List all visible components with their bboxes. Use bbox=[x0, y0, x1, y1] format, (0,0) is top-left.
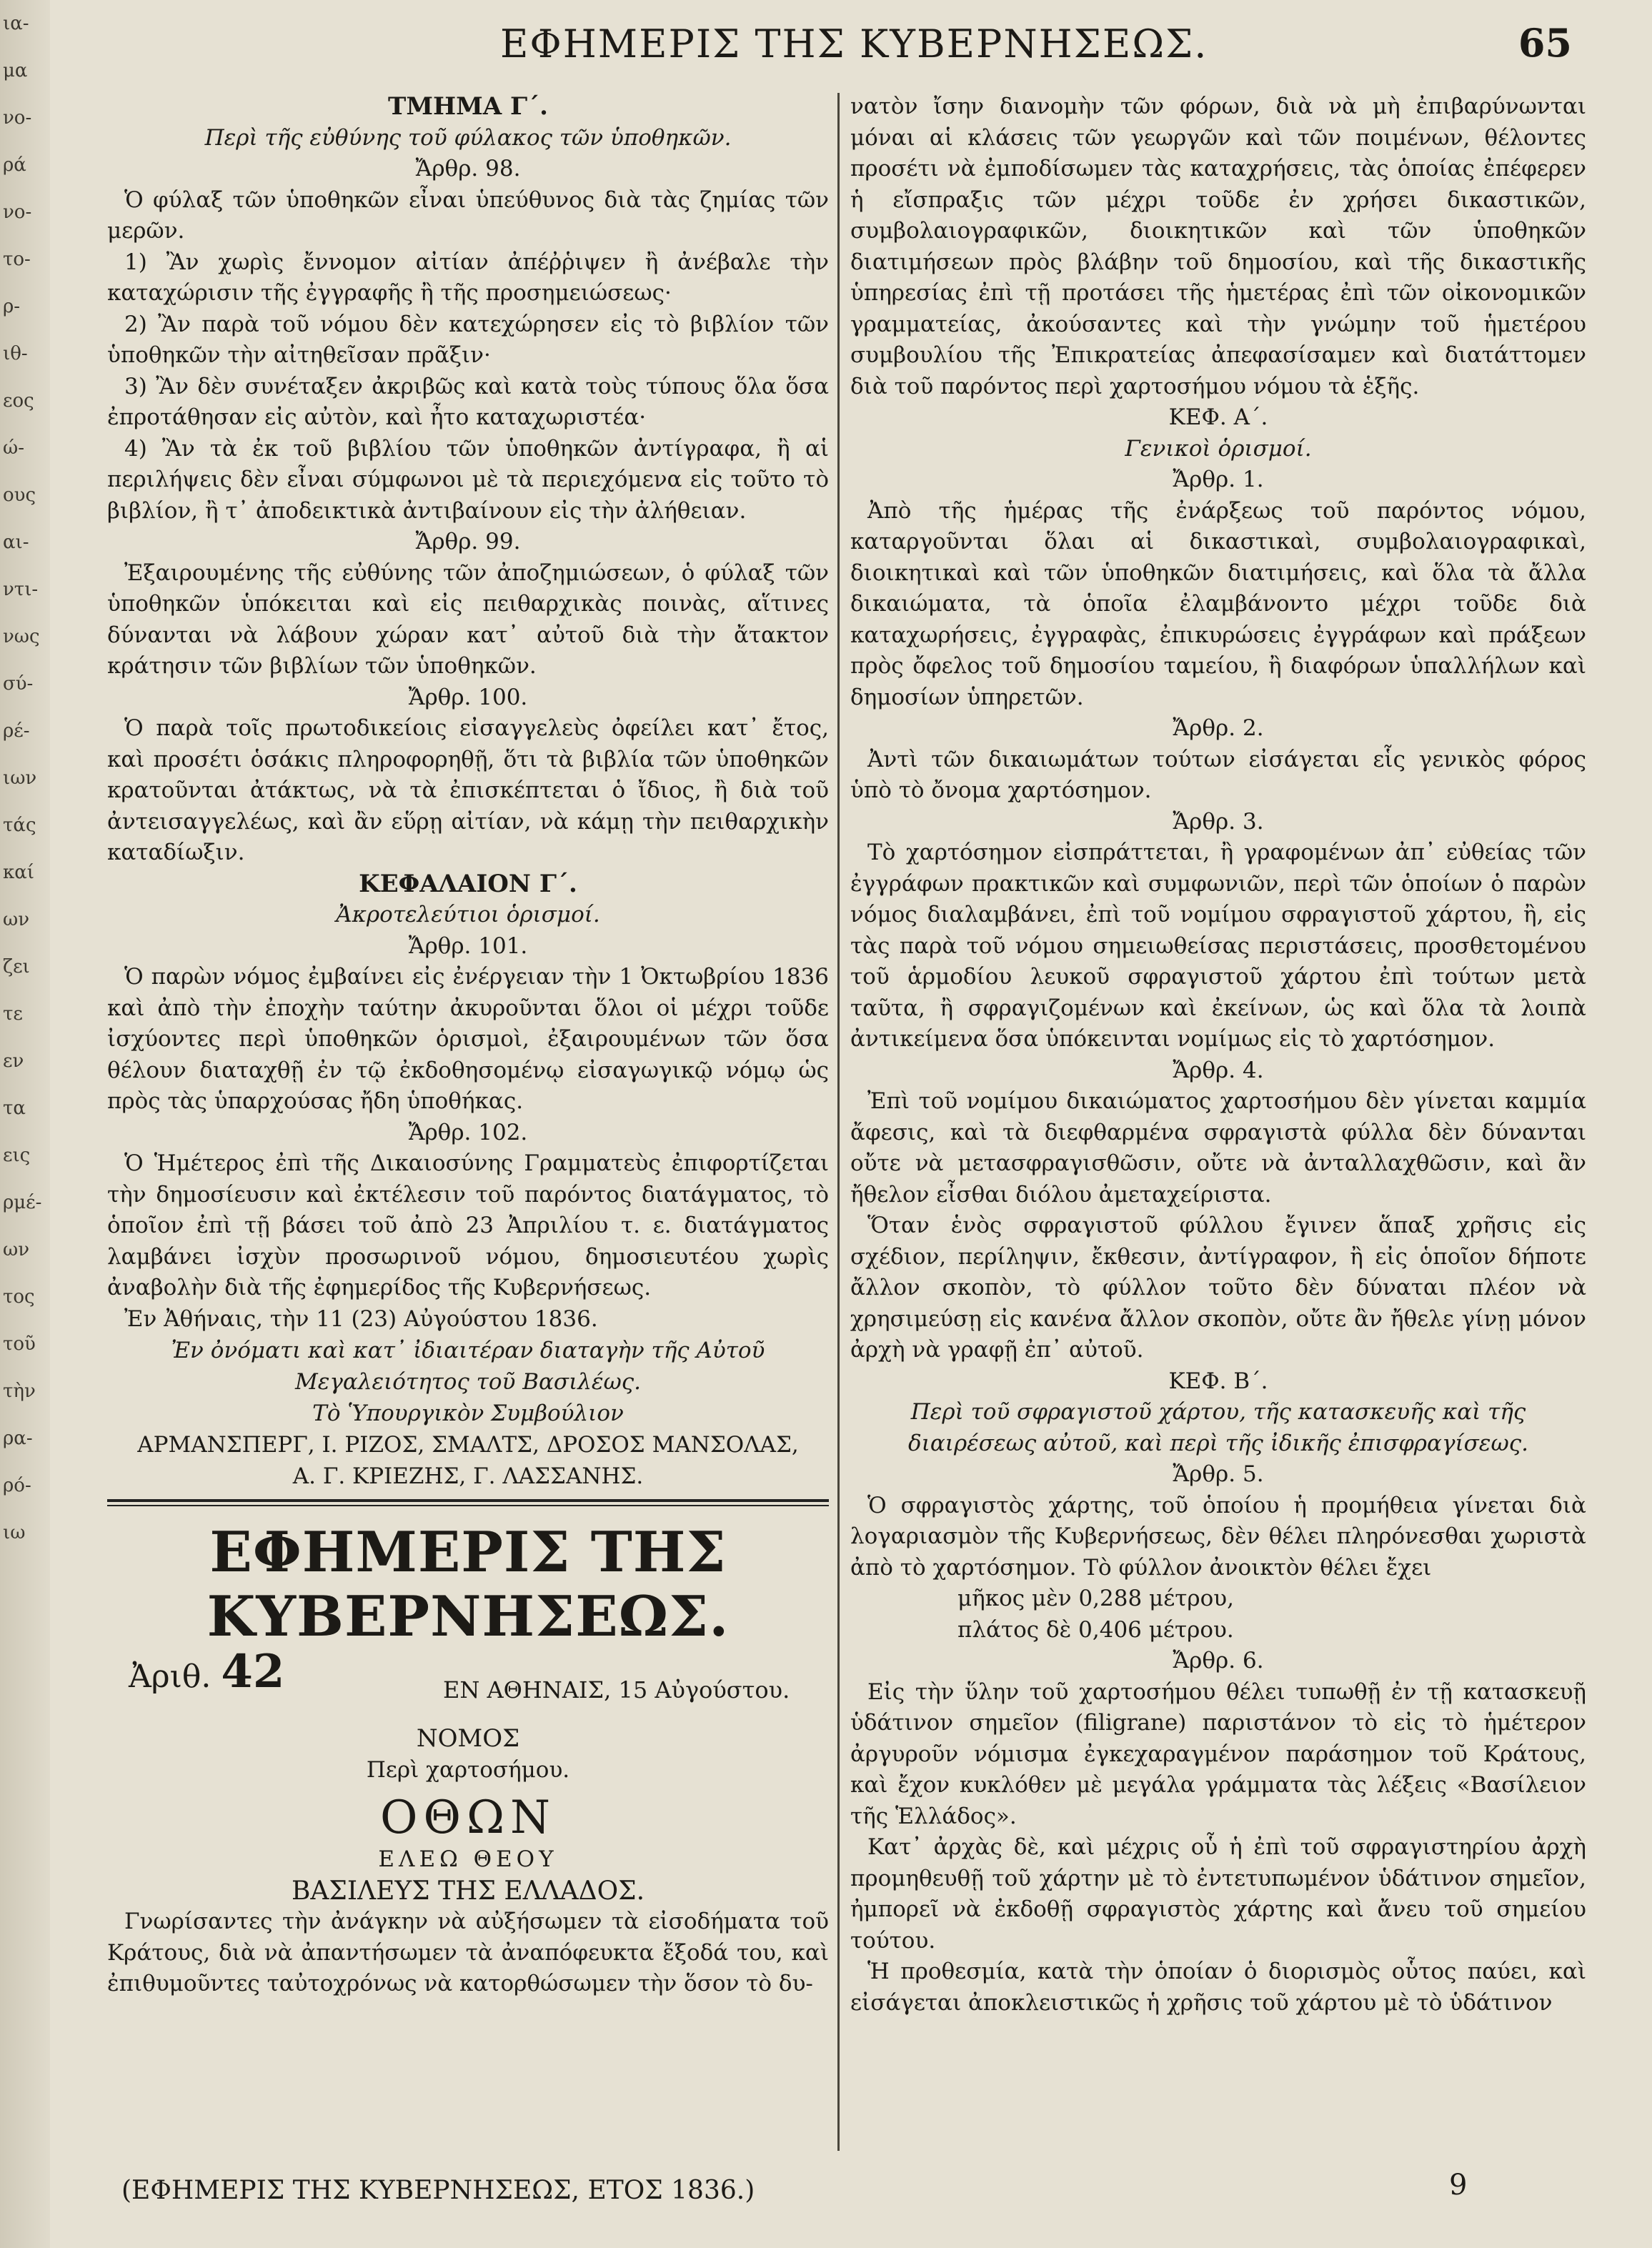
article-text: Ἡ προθεσμία, κατὰ τὴν ὁποίαν ὁ διορισμὸς οὗτος παύει, καὶ εἰσάγεται ἀποκλειστικῶς ἡ χρῆσις τοῦ χάρτου μὲ τὸ ὑδάτινον bbox=[850, 1959, 1586, 2016]
law-subject: Περὶ χαρτοσήμου. bbox=[366, 1756, 570, 1783]
margin-fragment: ια- bbox=[3, 13, 29, 34]
king-title: ΒΑΣΙΛΕΥΣ ΤΗΣ ΕΛΛΑΔΟΣ. bbox=[291, 1876, 645, 1906]
article-text: Ὁ παρὰ τοῖς πρωτοδικείοις εἰσαγγελεὺς ὀφείλει κατ᾽ ἔτος, καὶ προσέτι ὁσάκις πληροφορηθῇ, ὅτι τὰ βιβλία τῶν ὑποθηκῶν κρατοῦνται ἀτάκτως, νὰ τὰ ἐπισκέπτεται ὁ ἴδιος, ἢ διὰ τοῦ ἀντεισαγγελέως, καὶ ἂν εὕρῃ αἰτίαν, νὰ κάμῃ τὴν πειθαρχικὴν καταδίωξιν. bbox=[107, 715, 829, 865]
margin-fragment: νο- bbox=[3, 107, 32, 129]
margin-fragment: αι- bbox=[3, 532, 29, 553]
grace-of-god: ΕΛΕΩ ΘΕΟΥ bbox=[378, 1846, 558, 1872]
margin-fragment: τε bbox=[3, 1003, 23, 1025]
article-text: Ὅταν ἑνὸς σφραγιστοῦ φύλλου ἔγινεν ἅπαξ χρῆσις εἰς σχέδιον, περίληψιν, ἔκθεσιν, ἀντίγραφον, ἢ εἰς ὁποῖον δήποτε ἄλλον σκοπὸν, τὸ φύλλον τοῦτο δὲν δύναται πλέον νὰ χρησιμεύσῃ εἰς κανένα ἄλλον σκοπὸν, οὔτε ἂν ἤθελε γίνῃ μόνον ἀρχὴ νὰ γραφῇ ἐπ᾽ αὐτοῦ. bbox=[850, 1213, 1586, 1363]
article-label: Ἄρθρ. 4. bbox=[1173, 1057, 1264, 1083]
preamble-text: Γνωρίσαντες τὴν ἀνάγκην νὰ αὐξήσωμεν τὰ εἰσοδήματα τοῦ Κράτους, διὰ νὰ ἀπαντήσωμεν τὰ ἀναπόφευκτα ἔξοδά του, καὶ ἐπιθυμοῦντες ταὐτοχρόνως νὰ κατορθώσωμεν τὴν ὅσον τὸ δυ- bbox=[107, 1909, 829, 1996]
article-text: 4) Ἂν τὰ ἐκ τοῦ βιβλίου τῶν ὑποθηκῶν ἀντίγραφα, ἢ αἱ περιλήψεις δὲν εἶναι σύμφωνοι μὲ τὰ περιεχόμενα εἰς τοῦτο τὸ βιβλίον, ἢ τ᾽ ἀποδεικτικὰ ἀντιβαίνουν εἰς τὴν ἀλήθειαν. bbox=[107, 435, 829, 524]
article-text: Ὁ Ἡμέτερος ἐπὶ τῆς Δικαιοσύνης Γραμματεὺς ἐπιφορτίζεται τὴν δημοσίευσιν καὶ ἐκτέλεσιν τοῦ παρόντος διατάγματος, τὸ ὁποῖον ἐπὶ τῇ βάσει τοῦ ἀπὸ 23 Ἀπριλίου τ. ε. διατάγματος λαμβάνει ἰσχὺν προσωρινοῦ νόμου, δημοσιευτέου χωρὶς ἀναβολὴν διὰ τῆς ἐφημερίδος τῆς Κυβερνήσεως. bbox=[107, 1150, 829, 1300]
margin-fragment: τάς bbox=[3, 815, 36, 836]
preamble-continued: νατὸν ἴσην διανομὴν τῶν φόρων, διὰ νὰ μὴ ἐπιβαρύνωνται μόναι αἱ κλάσεις τῶν γεωργῶν καὶ τῶν ποιμένων, θέλοντες προσέτι νὰ ἐμποδίσωμεν τὰς καταχρήσεις, τὰς ὁποίας ἐπέφερεν ἡ εἴσπραξις τῶν μέχρι τοῦδε ἐν χρήσει δικαστικῶν, συμβολαιογραφικῶν, διοικητικῶν καὶ τῶν ὑποθηκῶν διατιμήσεων πρὸς βλάβην τοῦ δημοσίου, καὶ τῆς δικαστικῆς ὑπηρεσίας ἐπὶ τῇ προτάσει τῆς ἡμετέρας ἐπὶ τῶν οἰκονομικῶν γραμματείας, ἀκούσαντες καὶ τὴν γνώμην τοῦ ἡμετέρου συμβουλίου τῆς Ἐπικρατείας ἀπεφασίσαμεν καὶ διατάττομεν διὰ τοῦ παρόντος περὶ χαρτοσήμου νόμου τὰ ἑξῆς. bbox=[850, 94, 1586, 399]
article-label: Ἄρθρ. 101. bbox=[408, 932, 528, 959]
issue-line bbox=[107, 1645, 829, 1714]
margin-fragment: τα bbox=[3, 1098, 26, 1119]
article-label: Ἄρθρ. 2. bbox=[1173, 715, 1264, 741]
dateline: Ἐν Ἀθήναις, τὴν 11 (23) Αὐγούστου 1836. bbox=[124, 1305, 598, 1332]
chapter-title: ΚΕΦ. Α΄. bbox=[1168, 404, 1268, 430]
council-line: Τὸ Ὑπουργικὸν Συμβούλιον bbox=[312, 1401, 624, 1426]
margin-fragment: ρμέ- bbox=[3, 1192, 42, 1213]
margin-fragment: σύ- bbox=[3, 673, 34, 695]
article-label: Ἄρθρ. 1. bbox=[1173, 467, 1264, 492]
margin-fragment: ρ- bbox=[3, 296, 21, 317]
article-text: Ὁ σφραγιστὸς χάρτης, τοῦ ὁποίου ἡ προμήθεια γίνεται διὰ λογαριασμὸν τῆς Κυβερνήσεως, δὲν θέλει πληρόνεσθαι χωριστὰ ἀπὸ τὸ χαρτόσημον. Τὸ φύλλον ἀνοικτὸν θέλει ἔχει bbox=[850, 1492, 1586, 1581]
chapter-subtitle: Γενικοὶ ὁρισμοί. bbox=[1125, 435, 1312, 462]
margin-fragment: ρέ- bbox=[3, 720, 30, 742]
margin-fragment: καί bbox=[3, 862, 35, 883]
section-title: ΤΜΗΜΑ Γ΄. bbox=[388, 92, 548, 121]
article-text: 3) Ἂν δὲν συνέταξεν ἀκριβῶς καὶ κατὰ τοὺς τύπους ὅλα ὅσα ἐπροτάθησαν εἰς αὐτὸν, καὶ ἦτο καταχωριστέα· bbox=[107, 373, 829, 430]
chapter-subtitle: Ἀκροτελεύτιοι ὁρισμοί. bbox=[336, 902, 600, 927]
margin-fragment: το- bbox=[3, 249, 31, 270]
margin-fragment: νως bbox=[3, 626, 40, 647]
margin-fragment: ρα- bbox=[3, 1428, 33, 1449]
margin-fragment: τος bbox=[3, 1286, 35, 1308]
column-divider bbox=[837, 93, 840, 2151]
margin-fragment: τοῦ bbox=[3, 1333, 36, 1355]
article-text: Εἰς τὴν ὕλην τοῦ χαρτοσήμου θέλει τυπωθῇ ἐν τῇ κατασκευῇ ὑδάτινον σημεῖον (filigrane) παριστάνον τὸ εἰς τὸ ἡμέτερον ἀργυροῦν νόμισμα ἐγκεχαραγμένον παράσημον τοῦ Κράτους, καὶ ἔχον κυκλόθεν μὲ μεγάλα γράμματα τὰς λέξεις «Βασίλειον τῆς Ἑλλάδος». bbox=[850, 1678, 1586, 1829]
article-label: Ἄρθρ. 99. bbox=[415, 529, 521, 554]
royal-order: Ἐν ὀνόματι καὶ κατ᾽ ἰδιαιτέραν διαταγὴν τῆς Αὐτοῦ bbox=[171, 1338, 765, 1363]
article-text: 1) Ἂν χωρὶς ἔννομον αἰτίαν ἀπέῤῥιψεν ἢ ἀνέβαλε τὴν καταχώρισιν τῆς ἐγγραφῆς ἢ τῆς προσημειώσεως· bbox=[107, 249, 829, 306]
margin-fragment: ους bbox=[3, 484, 36, 506]
article-text: 2) Ἂν παρὰ τοῦ νόμου δὲν κατεχώρησεν εἰς τὸ βιβλίον τῶν ὑποθηκῶν τὴν αἰτηθεῖσαν πρᾶξιν· bbox=[107, 311, 829, 368]
article-text: Ἐξαιρουμένης τῆς εὐθύνης τῶν ἀποζημιώσεων, ὁ φύλαξ τῶν ὑποθηκῶν ὑπόκειται καὶ εἰς πειθαρχικὰς ποινὰς, αἵτινες δύνανται νὰ λάβουν χώραν κατ᾽ αὐτοῦ διὰ τὴν ἄτακτον κράτησιν τῶν βιβλίων τῶν ὑποθηκῶν. bbox=[107, 559, 829, 679]
signature-mark: 9 bbox=[1449, 2169, 1468, 2202]
masthead-rule bbox=[107, 1505, 829, 1506]
masthead: ΕΦΗΜΕΡΙΣ ΤΗΣ ΚΥΒΕΡΝΗΣΕΩΣ. bbox=[206, 1520, 730, 1649]
dimension-width: πλάτος δὲ 0,406 μέτρου. bbox=[957, 1616, 1234, 1643]
article-label: Ἄρθρ. 98. bbox=[415, 156, 521, 181]
page-number: 65 bbox=[1518, 20, 1572, 66]
article-text: Κατ᾽ ἀρχὰς δὲ, καὶ μέχρις οὗ ἡ ἐπὶ τοῦ σφραγιστηρίου ἀρχὴ προμηθευθῇ τοῦ χάρτην μὲ τὸ ἐντετυπωμένον ὑδάτινον σημεῖον, ἠμπορεῖ νὰ ἐκδοθῇ σφραγιστὸς χάρτης καὶ ἄνευ τοῦ σημείου τούτου. bbox=[850, 1834, 1586, 1954]
margin-fragment: ρά bbox=[3, 154, 26, 176]
chapter-subtitle: διαιρέσεως αὐτοῦ, καὶ περὶ τῆς ἰδικῆς ἐπισφραγίσεως. bbox=[908, 1430, 1528, 1456]
article-text: Ἀπὸ τῆς ἡμέρας τῆς ἐνάρξεως τοῦ παρόντος νόμου, καταργοῦνται ὅλαι αἱ δικαστικαὶ, συμβολαιογραφικαὶ, διοικητικαὶ καὶ τῶν ὑποθηκῶν διατιμήσεις, καὶ ὅλα τὰ ἄλλα δικαιώματα, τὰ ὁποῖα ἐλαμβάνοντο μέχρι τοῦδε διὰ καταχωρήσεις, ἐγγραφὰς, ἐπικυρώσεις ἐγγράφων καὶ πράξεων πρὸς ὄφελος τοῦ δημοσίου ταμείου, ἢ διαφόρων ὑπαλλήλων καὶ δημοσίων ὑπηρετῶν. bbox=[850, 497, 1586, 710]
article-text: Ὁ παρὼν νόμος ἐμβαίνει εἰς ἐνέργειαν τὴν 1 Ὀκτωβρίου 1836 καὶ ἀπὸ τὴν ἐποχὴν ταύτην ἀκυροῦνται ὅλοι οἱ μέχρι τοῦδε ἰσχύοντες περὶ ὑποθηκῶν ὁρισμοὶ, ἐξαιρουμένων τῶν ὅσα θέλουν διαταχθῇ ἐν τῷ ἐκδοθησομένῳ εἰσαγωγικῷ νόμῳ ὡς πρὸς τὰς ὑπαρχούσας ἤδη ὑποθήκας. bbox=[107, 964, 829, 1114]
footer-publication: (ΕΦΗΜΕΡΙΣ ΤΗΣ ΚΥΒΕΡΝΗΣΕΩΣ, ΕΤΟΣ 1836.) bbox=[121, 2176, 755, 2205]
chapter-title: ΚΕΦ. Β΄. bbox=[1168, 1368, 1268, 1394]
signatories: Α. Γ. ΚΡΙΕΖΗΣ, Γ. ΛΑΣΣΑΝΗΣ. bbox=[292, 1463, 644, 1489]
left-column bbox=[107, 91, 829, 2000]
issue-number bbox=[129, 1645, 285, 1699]
margin-fragment: εν bbox=[3, 1050, 24, 1072]
margin-fragment: ρό- bbox=[3, 1475, 31, 1496]
article-text: Ἐπὶ τοῦ νομίμου δικαιώματος χαρτοσήμου δὲν γίνεται καμμία ἄφεσις, καὶ τὰ διεφθαρμένα σφραγιστὰ φύλλα δὲν δύνανται οὔτε νὰ μετασφραγισθῶσιν, οὔτε νὰ ἀνταλλαχθῶσιν, καὶ ἂν ἤθελον εἶσθαι διόλου ἀμεταχείριστα. bbox=[850, 1088, 1586, 1208]
issue-number-value: 42 bbox=[221, 1645, 285, 1699]
article-text: Ἀντὶ τῶν δικαιωμάτων τούτων εἰσάγεται εἷς γενικὸς φόρος ὑπὸ τὸ ὄνομα χαρτόσημον. bbox=[850, 746, 1586, 803]
margin-fragment: νο- bbox=[3, 202, 32, 223]
margin-fragment: ώ- bbox=[3, 437, 24, 459]
king-name: ΟΘΩΝ bbox=[380, 1791, 556, 1844]
margin-fragment: εος bbox=[3, 390, 34, 412]
right-column bbox=[850, 91, 1586, 2019]
margin-fragment: ων bbox=[3, 1239, 30, 1260]
issue-date: ΕΝ ΑΘΗΝΑΙΣ, 15 Αὐγούστου. bbox=[443, 1676, 790, 1704]
margin-fragment: εις bbox=[3, 1145, 31, 1166]
margin-fragment: ιω bbox=[3, 1522, 26, 1543]
article-label: Ἄρθρ. 100. bbox=[408, 684, 528, 710]
margin-fragment: τὴν bbox=[3, 1381, 36, 1402]
royal-order: Μεγαλειότητος τοῦ Βασιλέως. bbox=[294, 1369, 641, 1395]
issue-prefix: Ἀριθ. bbox=[129, 1658, 212, 1695]
margin-fragment: ιθ- bbox=[3, 343, 28, 364]
margin-fragment: ιων bbox=[3, 767, 37, 789]
article-label: Ἄρθρ. 102. bbox=[408, 1119, 528, 1145]
article-label: Ἄρθρ. 3. bbox=[1173, 808, 1264, 835]
margin-fragment: ων bbox=[3, 909, 30, 930]
article-text: Τὸ χαρτόσημον εἰσπράττεται, ἢ γραφομένων ἀπ᾽ εὐθείας τῶν ἐγγράφων πρακτικῶν καὶ συμφωνιῶν, περὶ τῶν ὁποίων ὁ παρὼν νόμος διαλαμβάνει, ἐπὶ τοῦ νομίμου σφραγιστοῦ χάρτου, ἢ, εἰς τὰς παρὰ τοῦ νόμου σημειωθείσας περιστάσεις, προσθετομένου τοῦ ἁρμοδίου λευκοῦ σφραγιστοῦ χάρτου ἐπὶ τούτων μετὰ ταῦτα, ἢ σφραγιζομένων καὶ ἐκείνων, ὡς καὶ ὅλα τὰ λοιπὰ ἀντικείμενα ὅσα ὑπόκεινται νομίμως εἰς τὸ χαρτόσημον. bbox=[850, 840, 1586, 1052]
margin-fragment: ντι- bbox=[3, 579, 39, 600]
margin-fragment: ζει bbox=[3, 956, 30, 978]
adjacent-page-margin bbox=[0, 0, 50, 2248]
margin-fragment: μα bbox=[3, 60, 28, 81]
article-label: Ἄρθρ. 5. bbox=[1173, 1461, 1264, 1487]
running-header: ΕΦΗΜΕΡΙΣ ΤΗΣ ΚΥΒΕΡΝΗΣΕΩΣ. bbox=[500, 21, 1208, 66]
masthead-rule bbox=[107, 1499, 829, 1502]
dimension-length: μῆκος μὲν 0,288 μέτρου, bbox=[957, 1586, 1235, 1611]
section-subtitle: Περὶ τῆς εὐθύνης τοῦ φύλακος τῶν ὑποθηκῶν. bbox=[204, 124, 732, 151]
chapter-title: ΚΕΦΑΛΑΙΟΝ Γ΄. bbox=[359, 869, 577, 898]
signatories: ΑΡΜΑΝΣΠΕΡΓ, Ι. ΡΙΖΟΣ, ΣΜΑΛΤΣ, ΔΡΟΣΟΣ ΜΑΝΣΟΛΑΣ, bbox=[137, 1432, 799, 1458]
article-label: Ἄρθρ. 6. bbox=[1173, 1648, 1264, 1673]
law-heading: ΝΟΜΟΣ bbox=[416, 1724, 520, 1753]
article-text: Ὁ φύλαξ τῶν ὑποθηκῶν εἶναι ὑπεύθυνος διὰ τὰς ζημίας τῶν μερῶν. bbox=[107, 186, 829, 244]
chapter-subtitle: Περὶ τοῦ σφραγιστοῦ χάρτου, τῆς κατασκευῆς καὶ τῆς bbox=[910, 1399, 1526, 1425]
